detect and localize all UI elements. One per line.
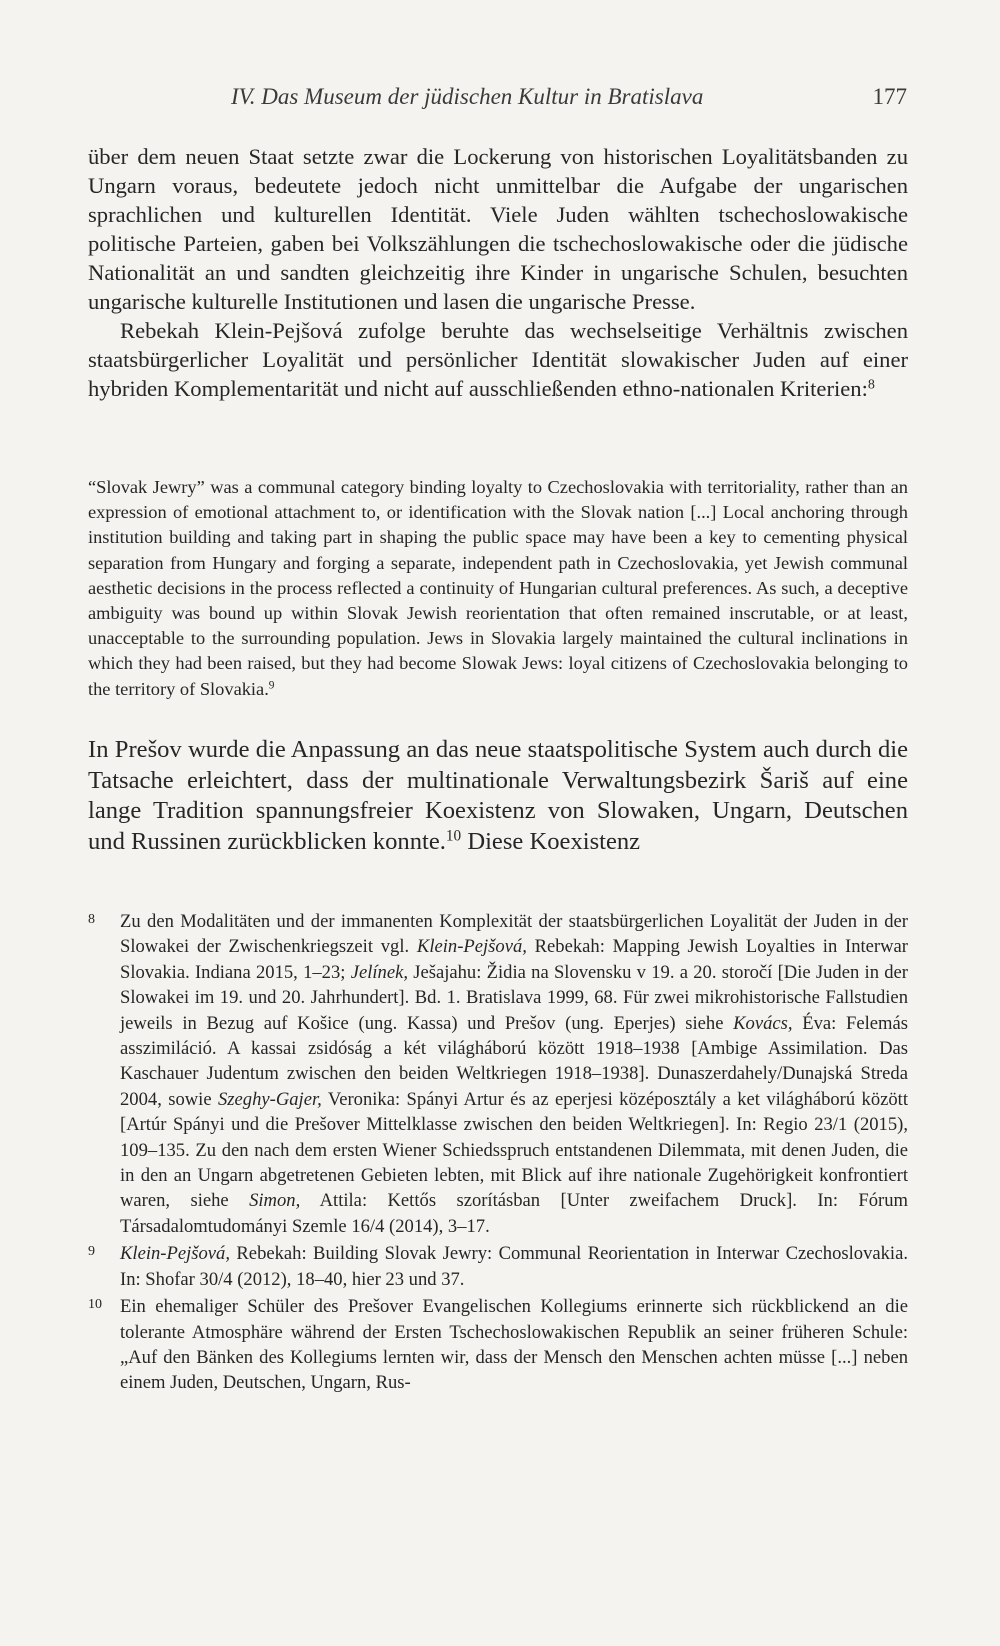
block-quote [88, 475, 908, 702]
footnote-text: Veronika: Spányi Artur és az eperjesi középosztály a ket világháború között [Artúr Spányi und die Prešover Mittelklasse zwischen den beiden Weltkriegen]. In: Regio 23/1 (2015), 109–135. Zu den nach dem ersten Wiener Schiedsspruch entstandenen Dilemmata, mit denen Juden, die in den an Ungarn abgetretenen Gebieten lebten, mit Blick auf ihre nationale Zugehörigkeit konfrontiert waren, siehe [120, 1088, 909, 1212]
paragraph-2-text: Rebekah Klein-Pejšová zufolge beruhte das wechselseitige Verhältnis zwischen staatsbürgerlicher Loyalität und persönlicher Identität slowakischer Juden auf einer hybriden Komplementarität und nicht auf ausschließenden ethno-nationalen Kriterien: [88, 318, 908, 401]
paragraph-3-text-a: In Prešov wurde die Anpassung an das neue staatspolitische System auch durch die Tatsache erleichtert, dass der multinationale Verwaltungsbezirk Šariš auf eine lange Tradition spannungsfreier Koexistenz von Slowaken, Ungarn, Deutschen und Russinen zurückblicken konnte. [88, 736, 908, 855]
footnote-9 [88, 1241, 908, 1292]
footnote-text: Attila: Kettős szorításban [Unter zweifachem Druck]. In: Fórum Társadalomtudományi Szemle 16/4 (2014), 3–17. [120, 1190, 908, 1237]
main-text [88, 142, 908, 403]
main-text-continued [88, 735, 908, 857]
footnote-ref-8: 8 [867, 377, 875, 393]
footnote-number: 9 [88, 1244, 95, 1260]
page-number: 177 [872, 84, 907, 109]
running-head [89, 84, 907, 118]
author-name: Jelínek, [350, 961, 408, 983]
footnotes [88, 909, 908, 1398]
footnote-8 [88, 909, 908, 1239]
quote-paragraph [88, 475, 908, 702]
author-name: Szeghy-Gajer, [218, 1088, 322, 1110]
author-name: Klein-Pejšová, [416, 936, 527, 958]
paragraph-1: über dem neuen Staat setzte zwar die Lockerung von historischen Loyalitätsbanden zu Ungarn voraus, bedeutete jedoch nicht unmittelbar die Aufgabe der ungarischen sprachlichen und kulturellen Identität. Viele Juden wählten tschechoslowakische politische Parteien, gaben bei Volkszählungen die tschechoslowakische oder die jüdische Nationalität an und sandten gleichzeitig ihre Kinder in ungarische Schulen, besuchten ungarische kulturelle Institutionen und lasen die ungarische Presse. [88, 144, 908, 314]
paragraph-2 [88, 316, 908, 403]
footnote-text: Zu den Modalitäten und der immanenten Komplexität der staatsbürgerlichen Loyalität der Juden in der Slowakei der Zwischenkriegszeit vgl. [120, 911, 908, 958]
author-name: Simon, [249, 1190, 301, 1212]
footnote-number: 8 [88, 912, 95, 927]
paragraph-3-text-b: Diese Koexistenz [461, 827, 641, 855]
footnote-10 [88, 1294, 908, 1396]
footnote-text: Ješajahu: Židia na Slovensku v 19. a 20. storočí [Die Juden in der Slowakei im 19. und 20. Jahrhundert]. Bd. 1. Bratislava 1999, 68. Für zwei mikrohistorische Fallstudien jeweils in Bezug auf Košice (ung. Kassa) und Prešov (ung. Eperjes) siehe [120, 961, 908, 1034]
footnote-text: Rebekah: Mapping Jewish Loyalties in Interwar Slovakia. Indiana 2015, 1–23; [120, 936, 908, 983]
footnote-text: Éva: Felemás asszimiláció. A kassai zsidóság a két világháború között 1918–1938 [Ambige Assimilation. Das Kaschauer Judentum zwischen den beiden Weltkriegen 1918–1938]. Dunaszerdahely/Dunajská Streda 2004, sowie [120, 1012, 908, 1110]
paragraph-3 [88, 735, 908, 857]
author-name: Klein-Pejšová, [120, 1243, 230, 1265]
author-name: Kovács, [733, 1012, 793, 1034]
quote-text: “Slovak Jewry” was a communal category binding loyalty to Czechoslovakia with territoriality, rather than an expression of emotional attachment to, or identification with the Slovak nation [...] Local anchoring through institution building and taking part in shaping the public space may have been a key to cementing physical separation from Hungary and forging a separate, independent path in Czechoslovakia, yet Jewish communal aesthetic decisions in the process reflected a continuity of Hungarian cultural preferences. As such, a deceptive ambiguity was bound up within Slovak Jewish reorientation that often remained inscrutable, or at least, unacceptable to the surrounding population. Jews in Slovakia largely maintained the cultural inclinations in which they had been raised, but they had become Slowak Jews: loyal citizens of Czechoslovakia belonging to the territory of Slovakia. [88, 477, 908, 699]
footnote-text: Ein ehemaliger Schüler des Prešover Evangelischen Kollegiums erinnerte sich rückblickend an die tolerante Atmosphäre während der Ersten Tschechoslowakischen Republik an seiner früheren Schule: „Auf den Bänken des Kollegiums lernten wir, dass der Mensch den Menschen achten müsse [...] neben einem Juden, Deutschen, Ungarn, Rus- [120, 1296, 908, 1394]
chapter-title: IV. Das Museum der jüdischen Kultur in Bratislava [231, 84, 704, 109]
footnote-number: 10 [88, 1297, 102, 1313]
footnote-ref-9: 9 [268, 679, 275, 692]
footnote-ref-10: 10 [445, 827, 462, 845]
footnote-text: Rebekah: Building Slovak Jewry: Communal Reorientation in Interwar Czechoslovakia. In: Shofar 30/4 (2012), 18–40, hier 23 und 37. [120, 1243, 908, 1290]
